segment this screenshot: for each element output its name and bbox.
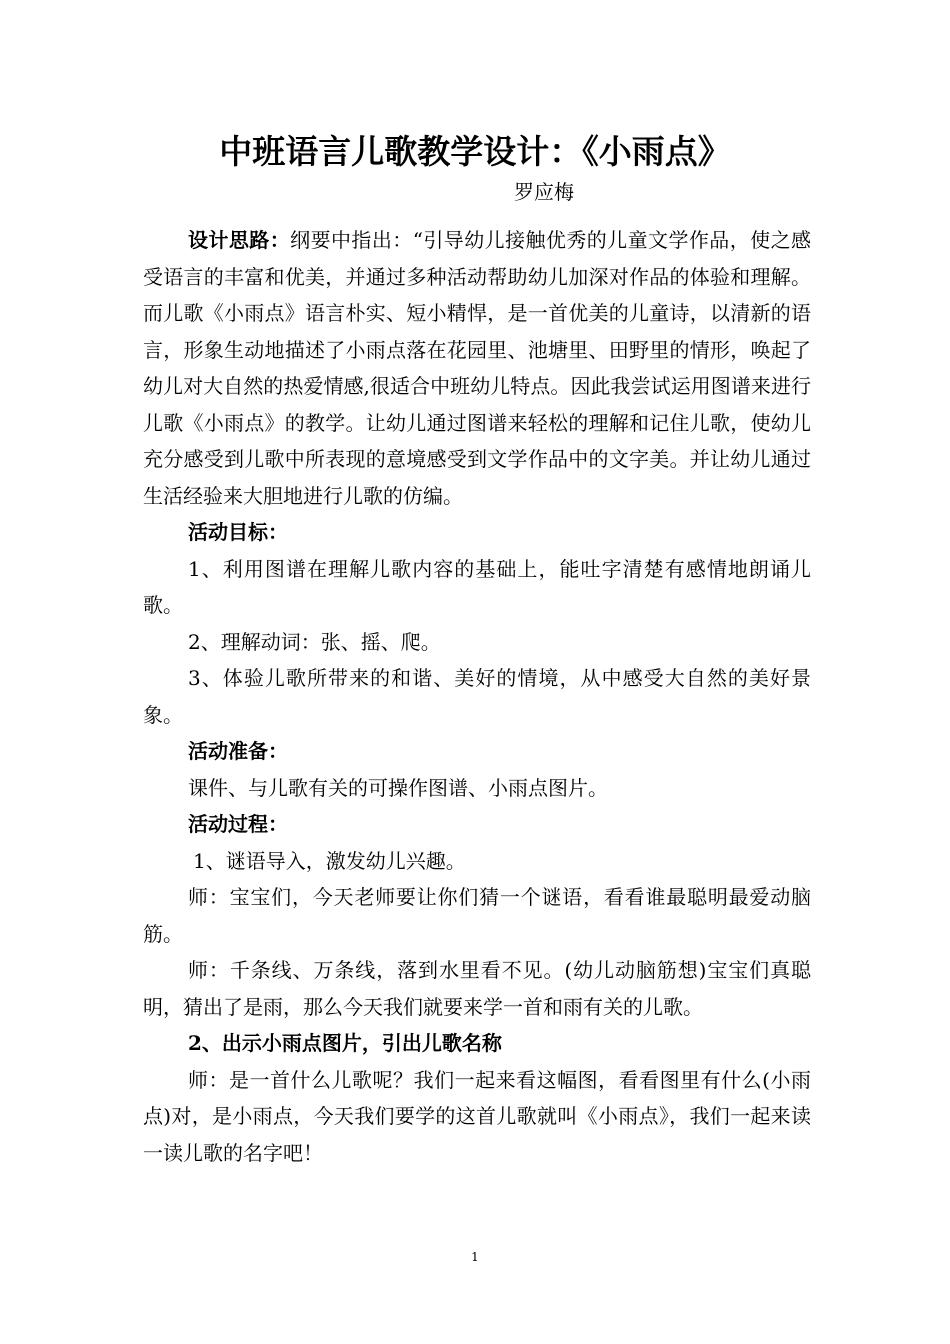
author-name: 罗应梅 bbox=[514, 180, 574, 204]
teacher-line-1: 师：宝宝们，今天老师要让你们猜一个谜语，看看谁最聪明最爱动脑筋。 bbox=[143, 885, 811, 946]
design-idea-label: 设计思路： bbox=[188, 228, 291, 252]
process-step-1: 1、谜语导入，激发幼儿兴趣。 bbox=[193, 848, 466, 873]
preparation-text: 课件、与儿歌有关的可操作图谱、小雨点图片。 bbox=[188, 775, 608, 800]
document-body bbox=[143, 222, 811, 1171]
goal-item-2: 2、理解动词：张、摇、爬。 bbox=[188, 629, 441, 654]
teacher-line-2: 师：千条线、万条线，落到水里看不见。(幼儿动脑筋想)宝宝们真聪明，猜出了是雨，那么今天我们就要来学一首和雨有关的儿歌。 bbox=[143, 958, 811, 1019]
goals-heading: 活动目标： bbox=[188, 520, 288, 544]
process-heading: 活动过程： bbox=[188, 812, 288, 836]
goal-item-1: 1、利用图谱在理解儿歌内容的基础上，能吐字清楚有感情地朗诵儿歌。 bbox=[143, 556, 811, 617]
goal-item-3: 3、体验儿歌所带来的和谐、美好的情境，从中感受大自然的美好景象。 bbox=[143, 666, 811, 727]
process-step-2: 2、出示小雨点图片，引出儿歌名称 bbox=[188, 1031, 502, 1055]
page-number: 1 bbox=[471, 1250, 479, 1264]
document-title: 中班语言儿歌教学设计：《小雨点》 bbox=[219, 132, 731, 171]
teacher-line-3: 师：是一首什么儿歌呢？我们一起来看这幅图，看看图里有什么(小雨点)对，是小雨点，今天我们要学的这首儿歌就叫《小雨点》，我们一起来读一读儿歌的名字吧！ bbox=[143, 1067, 811, 1165]
preparation-heading: 活动准备： bbox=[188, 739, 288, 763]
design-idea-paragraph bbox=[143, 222, 811, 514]
design-idea-text: 纲要中指出：“引导幼儿接触优秀的儿童文学作品，使之感受语言的丰富和优美，并通过多种活动帮助幼儿加深对作品的体验和理解。而儿歌《小雨点》语言朴实、短小精悍，是一首优美的儿童诗，以清新的语言，形象生动地描述了小雨点落在花园里、池塘里、田野里的情形，唤起了幼儿对大自然的热爱情感,很适合中班幼儿特点。因此我尝试运用图谱来进行儿歌《小雨点》的教学。让幼儿通过图谱来轻松的理解和记住儿歌，使幼儿充分感受到儿歌中所表现的意境感受到文学作品中的文字美。并让幼儿通过生活经验来大胆地进行儿歌的仿编。 bbox=[143, 228, 812, 508]
